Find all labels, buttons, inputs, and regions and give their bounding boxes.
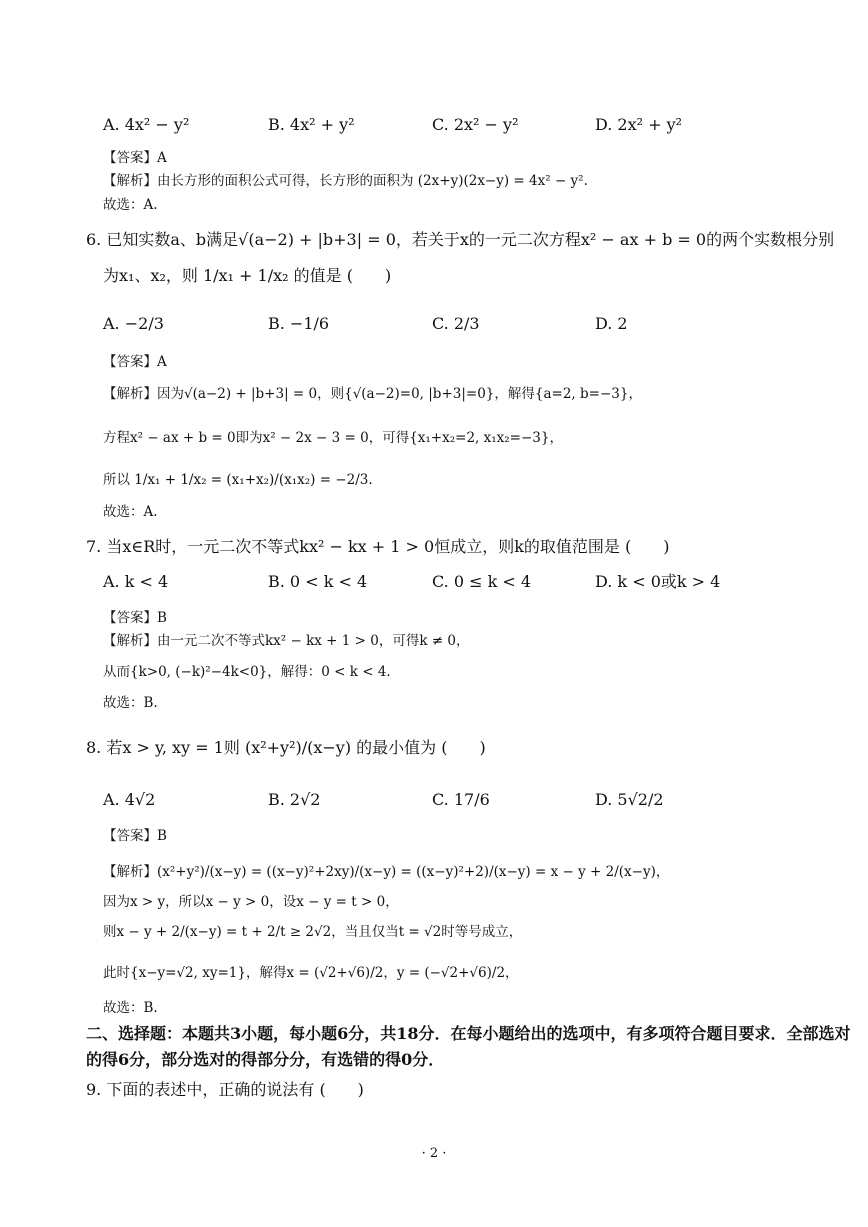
q5-option-c: C. 2x² − y² — [432, 115, 519, 134]
q8-analysis-line2: 因为x > y，所以x − y > 0，设x − y = t > 0， — [103, 894, 399, 910]
q7-answer: 【答案】B — [103, 610, 167, 626]
q6-option-b: B. −1/6 — [268, 314, 330, 333]
q7-option-a: A. k < 4 — [103, 572, 169, 591]
q7-stem: 7. 当x∈R时，一元二次不等式kx² − kx + 1 > 0恒成立，则k的取值范围是 ( ) — [86, 537, 670, 556]
q5-analysis: 【解析】由长方形的面积公式可得，长方形的面积为 (2x+y)(2x−y) = 4x² − y². — [103, 173, 588, 189]
q5-option-a: A. 4x² − y² — [103, 115, 190, 134]
q7-option-b: B. 0 < k < 4 — [268, 572, 368, 591]
q6-analysis-line3: 所以 1/x₁ + 1/x₂ = (x₁+x₂)/(x₁x₂) = −2/3. — [103, 472, 373, 488]
q7-conclusion: 故选：B. — [103, 695, 158, 711]
q9-stem: 9. 下面的表述中，正确的说法有 ( ) — [86, 1080, 364, 1099]
q7-analysis-line1: 【解析】由一元二次不等式kx² − kx + 1 > 0，可得k ≠ 0， — [103, 633, 470, 649]
q7-option-d: D. k < 0或k > 4 — [595, 572, 721, 591]
q6-stem-line2: 为x₁、x₂，则 1/x₁ + 1/x₂ 的值是 ( ) — [103, 266, 392, 285]
section2-heading-line1: 二、选择题：本题共3小题，每小题6分，共18分．在每小题给出的选项中，有多项符合题目要求．全部选对 — [86, 1024, 851, 1043]
q5-answer: 【答案】A — [103, 150, 167, 166]
q7-option-c: C. 0 ≤ k < 4 — [432, 572, 532, 591]
q6-stem-line1: 6. 已知实数a、b满足√(a−2) + |b+3| = 0，若关于x的一元二次方程x² − ax + b = 0的两个实数根分别 — [86, 230, 835, 249]
q6-analysis-line2: 方程x² − ax + b = 0即为x² − 2x − 3 = 0，可得{x₁+x₂=2, x₁x₂=−3}， — [103, 430, 563, 446]
q6-analysis-line1: 【解析】因为√(a−2) + |b+3| = 0，则{√(a−2)=0, |b+3|=0}，解得{a=2, b=−3}， — [103, 386, 642, 402]
q5-conclusion: 故选：A. — [103, 197, 158, 213]
q6-option-a: A. −2/3 — [103, 314, 164, 333]
q5-option-b: B. 4x² + y² — [268, 115, 355, 134]
q6-answer: 【答案】A — [103, 354, 167, 370]
q8-stem: 8. 若x > y, xy = 1则 (x²+y²)/(x−y) 的最小值为 ( ) — [86, 738, 486, 757]
q8-conclusion: 故选：B. — [103, 1000, 158, 1016]
q8-analysis-line3: 则x − y + 2/(x−y) = t + 2/t ≥ 2√2，当且仅当t = √2时等号成立， — [103, 924, 523, 940]
q8-option-b: B. 2√2 — [268, 790, 321, 809]
q5-option-d: D. 2x² + y² — [595, 115, 683, 134]
page-number: · 2 · — [421, 1146, 447, 1161]
q6-option-c: C. 2/3 — [432, 314, 480, 333]
q8-analysis-line1: 【解析】(x²+y²)/(x−y) = ((x−y)²+2xy)/(x−y) = ((x−y)²+2)/(x−y) = x − y + 2/(x−y)， — [103, 864, 670, 880]
q8-answer: 【答案】B — [103, 828, 167, 844]
section2-heading-line2: 的得6分，部分选对的得部分分，有选错的得0分． — [86, 1050, 445, 1069]
q8-option-c: C. 17/6 — [432, 790, 490, 809]
q6-conclusion: 故选：A. — [103, 504, 158, 520]
q6-option-d: D. 2 — [595, 314, 628, 333]
q7-analysis-line2: 从而{k>0, (−k)²−4k<0}，解得：0 < k < 4. — [103, 664, 391, 680]
q8-option-d: D. 5√2/2 — [595, 790, 664, 809]
q8-analysis-line4: 此时{x−y=√2, xy=1}，解得x = (√2+√6)/2，y = (−√2+√6)/2， — [103, 965, 519, 981]
q8-option-a: A. 4√2 — [103, 790, 156, 809]
